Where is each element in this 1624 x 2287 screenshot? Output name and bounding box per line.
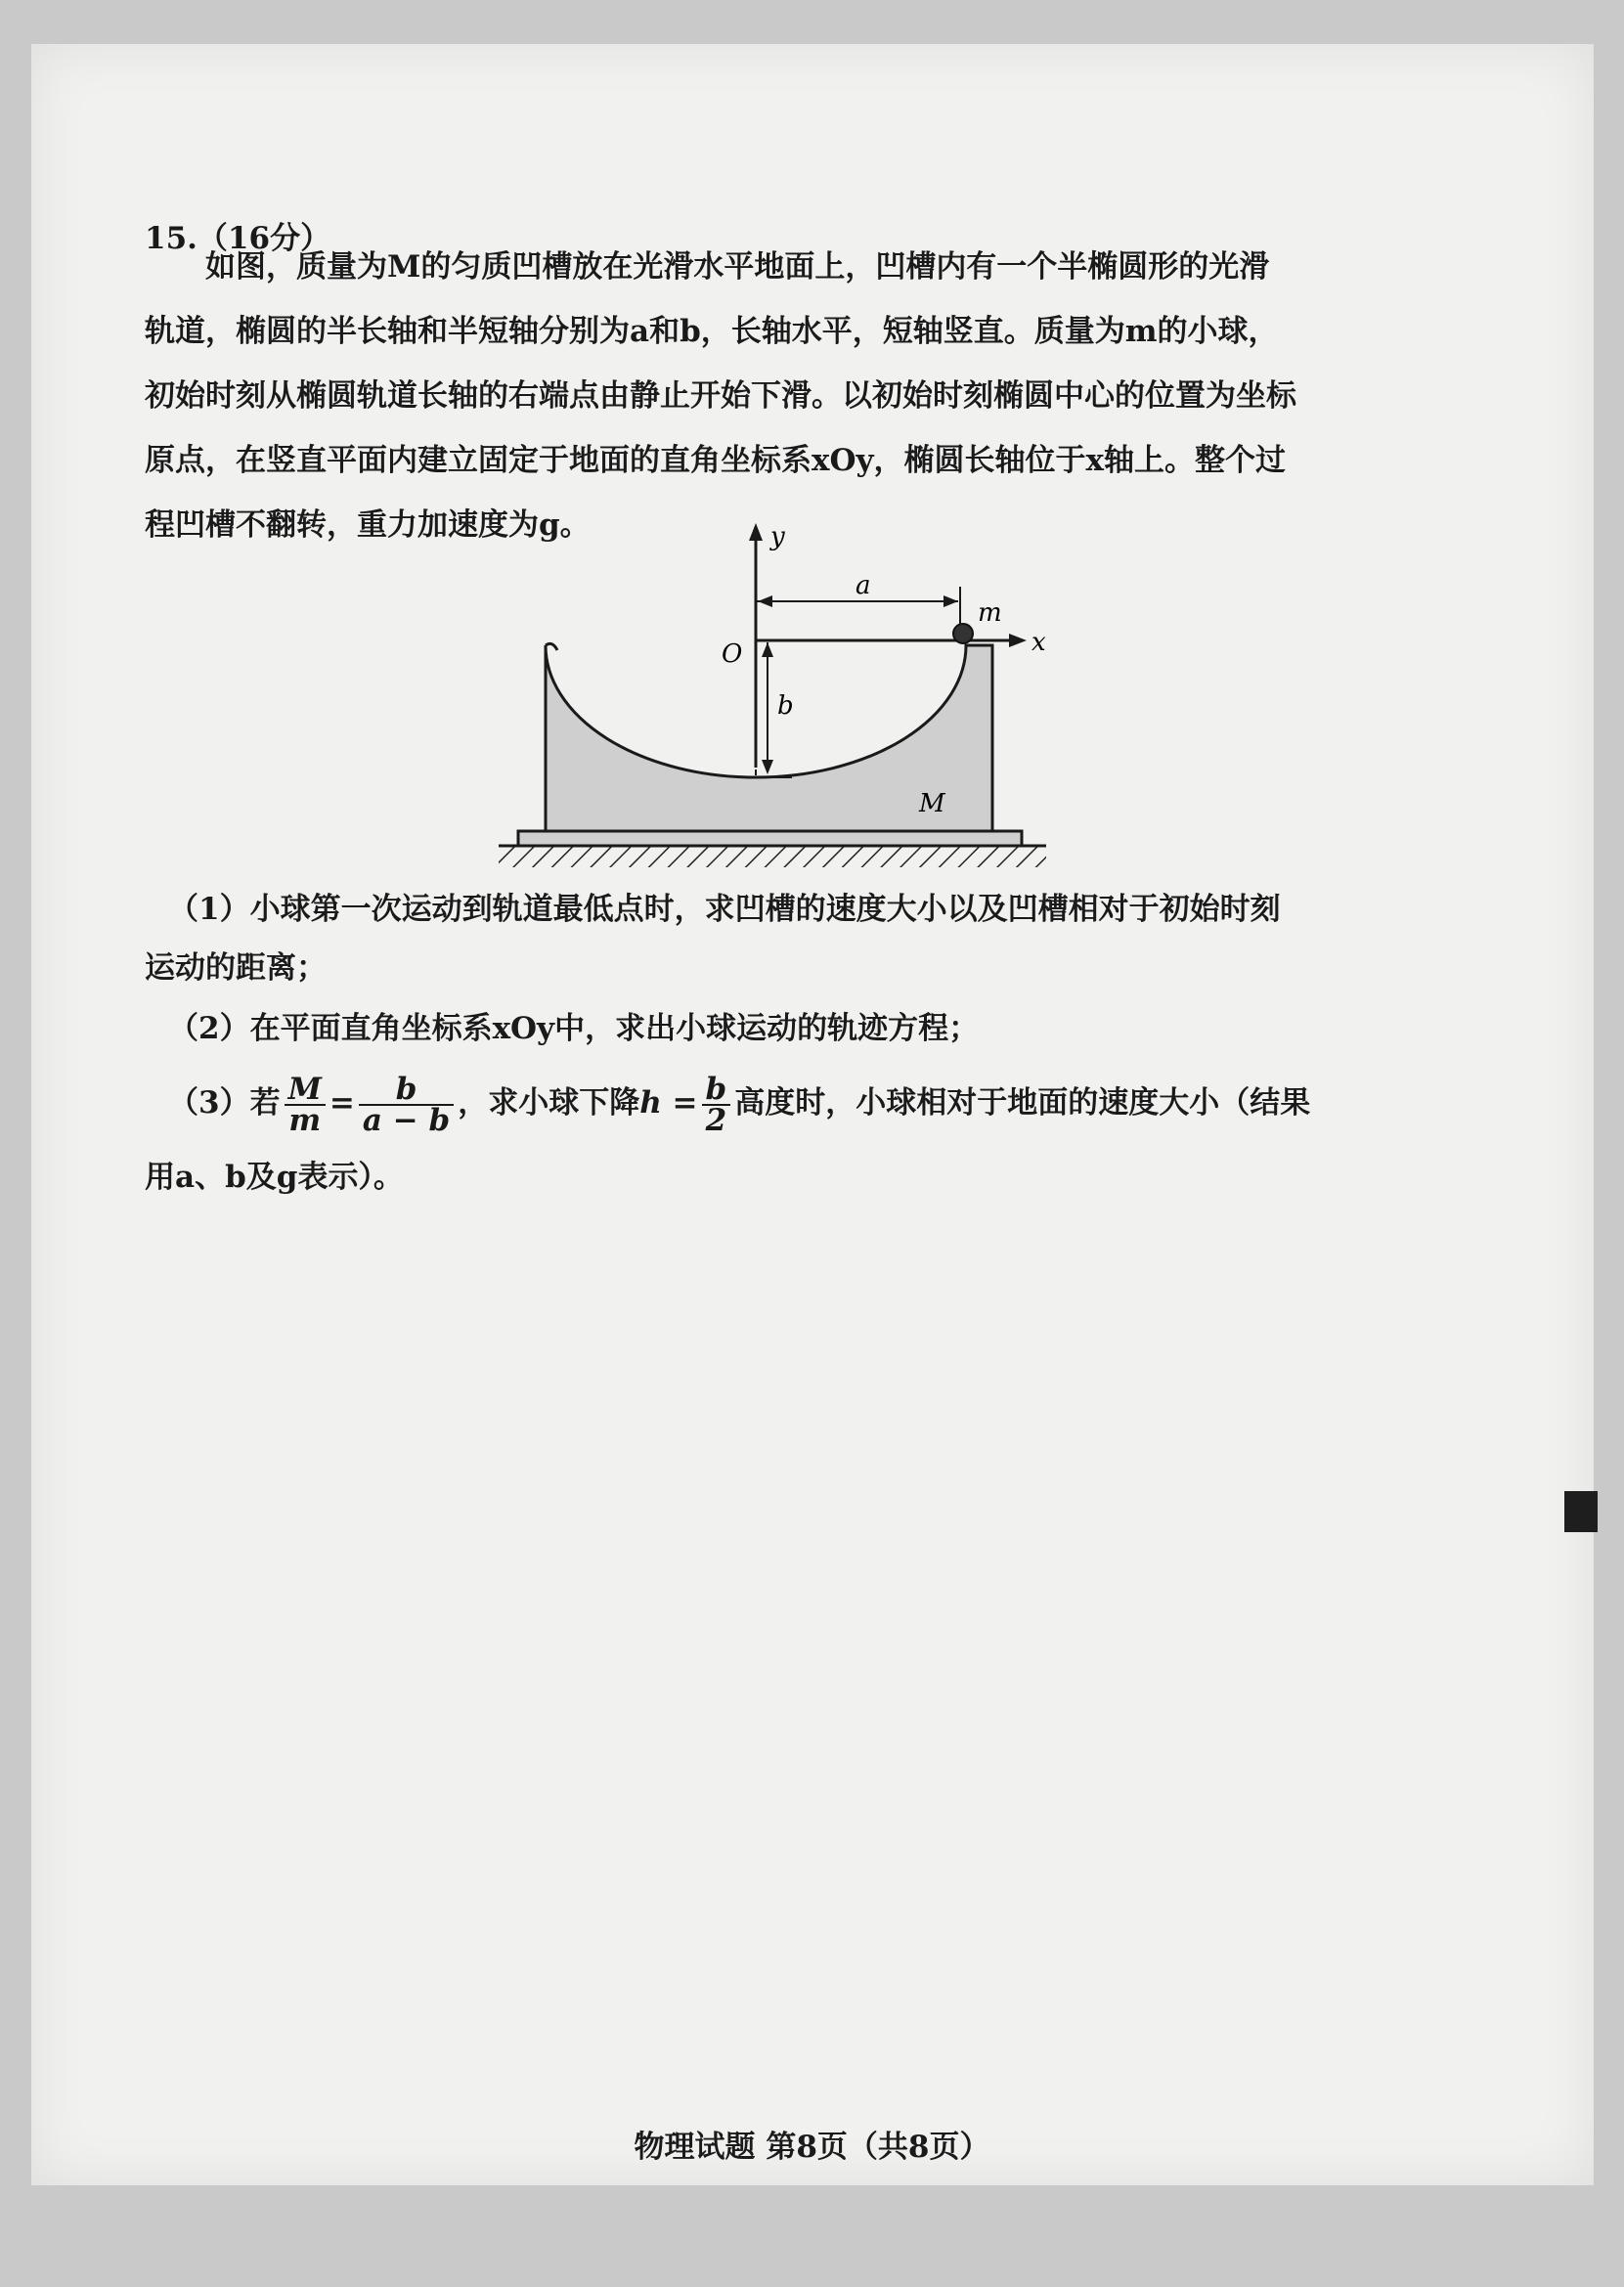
question-number: 15.（16分） — [145, 221, 331, 256]
a-arrow-right — [944, 595, 958, 607]
groove-diagram — [499, 494, 1066, 895]
equals-sign: = — [329, 1085, 355, 1121]
registration-mark — [1564, 1491, 1598, 1532]
page-footer: 物理试题 第8页（共8页） — [634, 2130, 990, 2165]
part-3-mid: ，求小球下降 — [458, 1085, 640, 1121]
part-1-line: （1）小球第一次运动到轨道最低点时，求凹槽的速度大小以及凹槽相对于初始时刻 — [168, 892, 1281, 927]
part-2 — [168, 999, 1429, 1058]
fraction-numerator: M — [285, 1075, 326, 1106]
stem-line: 轨道，椭圆的半长轴和半短轴分别为a和b，长轴水平，短轴竖直。质量为m的小球， — [145, 314, 1279, 349]
part-1 — [145, 880, 1429, 997]
stem-line: 如图，质量为M的匀质凹槽放在光滑水平地面上，凹槽内有一个半椭圆形的光滑 — [205, 249, 1270, 285]
part-3-suffix: 高度时，小球相对于地面的速度大小（结果 — [734, 1085, 1311, 1121]
y-axis-arrow — [749, 523, 763, 541]
a-arrow-left — [758, 595, 772, 607]
a-label: a — [856, 571, 871, 600]
part-3-line — [168, 1066, 1429, 1140]
fraction-mass-ratio — [285, 1071, 326, 1138]
part-3-line: 用a、b及g表示）。 — [145, 1160, 404, 1195]
part-3-prefix: （3）若 — [168, 1085, 281, 1121]
part-1-line: 运动的距离； — [145, 950, 327, 986]
fraction-half-b — [702, 1071, 731, 1138]
fraction-numerator: b — [702, 1075, 731, 1106]
ground-hatch — [499, 846, 1046, 867]
stem-line: 初始时刻从椭圆轨道长轴的右端点由静止开始下滑。以初始时刻椭圆中心的位置为坐标 — [145, 378, 1296, 414]
origin-label: O — [722, 639, 743, 669]
b-arrow-top — [762, 642, 773, 657]
fraction-denominator: 2 — [705, 1102, 727, 1138]
height-symbol: h = — [639, 1085, 698, 1121]
b-arrow-bottom — [762, 760, 773, 774]
part-3 — [145, 1066, 1429, 1214]
stem-line: 程凹槽不翻转，重力加速度为g。 — [145, 507, 591, 543]
x-axis-label: x — [1031, 628, 1046, 657]
part-2-line: （2）在平面直角坐标系xOy中，求出小球运动的轨迹方程； — [168, 1011, 980, 1046]
groove-mass-label: M — [919, 789, 945, 818]
b-label: b — [777, 691, 794, 721]
fraction-numerator: b — [359, 1075, 454, 1106]
groove-base — [518, 831, 1022, 846]
ball-mass-label: m — [978, 598, 1002, 628]
y-axis-label: y — [770, 522, 785, 551]
fraction-denominator: a − b — [362, 1102, 451, 1138]
fraction-denominator: m — [288, 1102, 322, 1138]
ball — [953, 624, 973, 643]
x-axis-arrow — [1009, 634, 1027, 647]
fraction-b-ratio — [359, 1071, 454, 1138]
stem-line: 原点，在竖直平面内建立固定于地面的直角坐标系xOy，椭圆长轴位于x轴上。整个过 — [145, 443, 1286, 478]
groove-left-lip — [546, 643, 557, 650]
